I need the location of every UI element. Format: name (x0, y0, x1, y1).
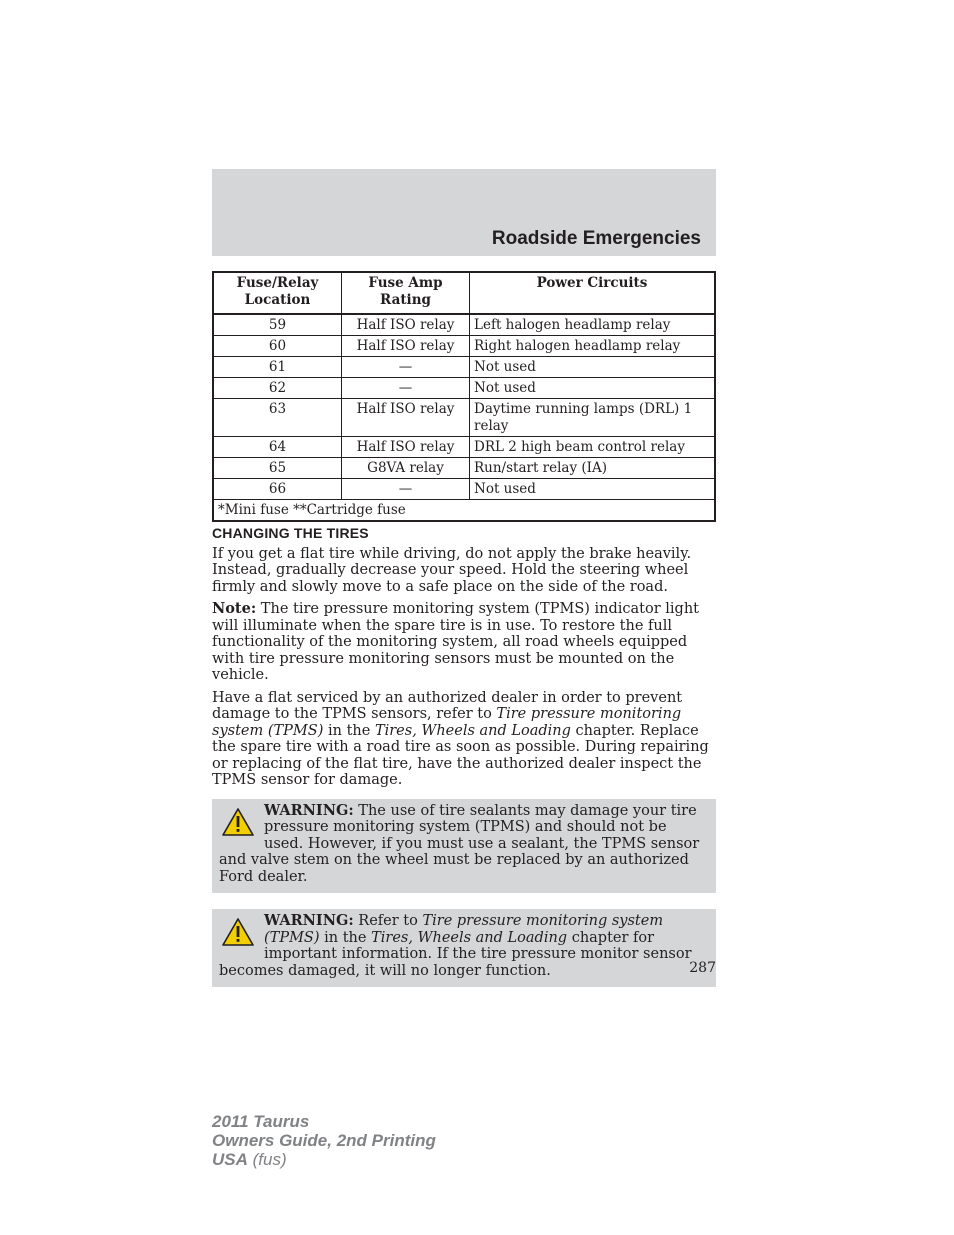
paragraph-dealer-service (212, 690, 716, 789)
table-row (213, 399, 715, 437)
table-row (213, 479, 715, 500)
dealer-text-b: in the (323, 722, 375, 739)
cell-location: 65 (213, 458, 342, 479)
cell-amp-rating: — (342, 357, 470, 378)
footer-guide: Owners Guide, 2nd Printing (212, 1131, 436, 1150)
warning-text: The use of tire sealants may damage your tire pressure monitoring system (TPMS) and should not be used. However, if you must use a sealant, the TPMS sensor and valve stem on the wheel must be replaced by an authorized Ford dealer. (219, 802, 700, 885)
column-header-location: Fuse/Relay Location (213, 272, 342, 314)
cell-location: 59 (213, 314, 342, 336)
column-header-amp-rating: Fuse Amp Rating (342, 272, 470, 314)
cell-location: 64 (213, 437, 342, 458)
paragraph-note (212, 601, 716, 684)
footer-region-code: (fus) (247, 1150, 287, 1169)
footer-region-country: USA (212, 1150, 248, 1169)
fuse-table (212, 271, 716, 522)
cell-amp-rating: — (342, 479, 470, 500)
cell-amp-rating: Half ISO relay (342, 399, 470, 437)
cell-location: 66 (213, 479, 342, 500)
table-row (213, 314, 715, 336)
warning-box-sealants (212, 799, 716, 894)
cell-power-circuit: Right halogen headlamp relay (470, 336, 716, 357)
warning-label: WARNING: (264, 912, 354, 929)
warning-triangle-icon (222, 917, 254, 947)
cell-power-circuit: Left halogen headlamp relay (470, 314, 716, 336)
table-row (213, 437, 715, 458)
table-footnote: *Mini fuse **Cartridge fuse (213, 500, 715, 522)
table-row (213, 378, 715, 399)
cell-location: 61 (213, 357, 342, 378)
cell-amp-rating: G8VA relay (342, 458, 470, 479)
footer-region (212, 1150, 436, 1169)
warning-ref-chapter: Tires, Wheels and Loading (371, 929, 568, 946)
column-header-power-circuits: Power Circuits (470, 272, 716, 314)
warning-label: WARNING: (264, 801, 354, 819)
cell-power-circuit: Not used (470, 378, 716, 399)
warning-box-tpms-reference (212, 909, 716, 987)
table-row (213, 336, 715, 357)
cell-location: 62 (213, 378, 342, 399)
section-title: Roadside Emergencies (491, 228, 701, 249)
table-footnote-row (213, 500, 715, 522)
cell-power-circuit: DRL 2 high beam control relay (470, 437, 716, 458)
publication-footer (212, 1112, 436, 1169)
warning-text-a: Refer to (353, 913, 423, 929)
cell-power-circuit: Daytime running lamps (DRL) 1 relay (470, 399, 716, 437)
cell-amp-rating: Half ISO relay (342, 437, 470, 458)
table-row (213, 458, 715, 479)
paragraph-flat-tire: If you get a flat tire while driving, do not apply the brake heavily. Instead, gradually decrease your speed. Hold the steering wheel firmly and slowly move to a safe place on the side of the road. (212, 545, 692, 595)
footer-model: 2011 Taurus (212, 1112, 310, 1131)
table-row (213, 357, 715, 378)
cell-power-circuit: Not used (470, 479, 716, 500)
header-band (212, 169, 716, 256)
note-label: Note: (212, 600, 257, 617)
cell-amp-rating: Half ISO relay (342, 314, 470, 336)
page-number: 287 (689, 960, 716, 976)
cell-power-circuit: Run/start relay (IA) (470, 458, 716, 479)
cell-location: 63 (213, 399, 342, 437)
cell-location: 60 (213, 336, 342, 357)
warning-text-b: in the (319, 929, 372, 946)
warning-text-c: chapter for important information. If the tire pressure monitor sensor becomes damaged, it will no longer function. (219, 929, 692, 979)
cell-amp-rating: — (342, 378, 470, 399)
table-header-row (213, 272, 715, 314)
dealer-text-ref-chapter: Tires, Wheels and Loading (374, 722, 571, 739)
cell-power-circuit: Not used (470, 357, 716, 378)
dealer-text-c: chapter. Replace the spare tire with a road tire as soon as possible. During repairing or replacing of the flat tire, have the authorized dealer inspect the TPMS sensor for damage. (212, 722, 709, 788)
cell-amp-rating: Half ISO relay (342, 336, 470, 357)
warning-ref-tpms: Tire pressure monitoring system (TPMS) (264, 913, 664, 946)
dealer-text-ref-tpms: Tire pressure monitoring system (TPMS) (212, 706, 682, 739)
changing-tires-heading: CHANGING THE TIRES (212, 525, 369, 541)
warning-triangle-icon (222, 807, 254, 837)
note-text: The tire pressure monitoring system (TPMS) indicator light will illuminate when the spare tire is in use. To restore the full functionality of the monitoring system, all road wheels equipped with tire pressure monitoring sensors must be mounted on the vehicle. (212, 601, 699, 683)
changing-tires-section (212, 522, 716, 1003)
dealer-text-a: Have a flat serviced by an authorized dealer in order to prevent damage to the TPMS sensors, refer to (212, 689, 683, 722)
